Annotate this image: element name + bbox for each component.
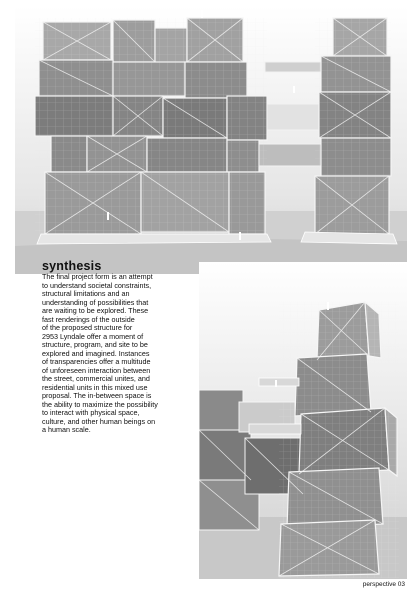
rendering-perspective-03	[199, 262, 407, 579]
rendering-perspective-02	[15, 6, 407, 274]
section-heading: synthesis	[42, 259, 102, 273]
figure-caption: perspective 03	[362, 581, 405, 588]
section-body-text: The final project form is an attempt to understand societal constraints, structural limitations and an understanding of possibilities that are waiting to be explored. These fast renderings of the outside of the proposed structure for 2953 Lyndale offer a moment of structure, program, and site to be explored and imagined. Instances of transparencies offer a multitude of unforeseen interaction between the street, commercial unites, and residential units in this mixed use proposal. The in-between space is the ability to maximize the possibility to interact with physical space, culture, and other human beings on a human scale.	[42, 272, 158, 434]
